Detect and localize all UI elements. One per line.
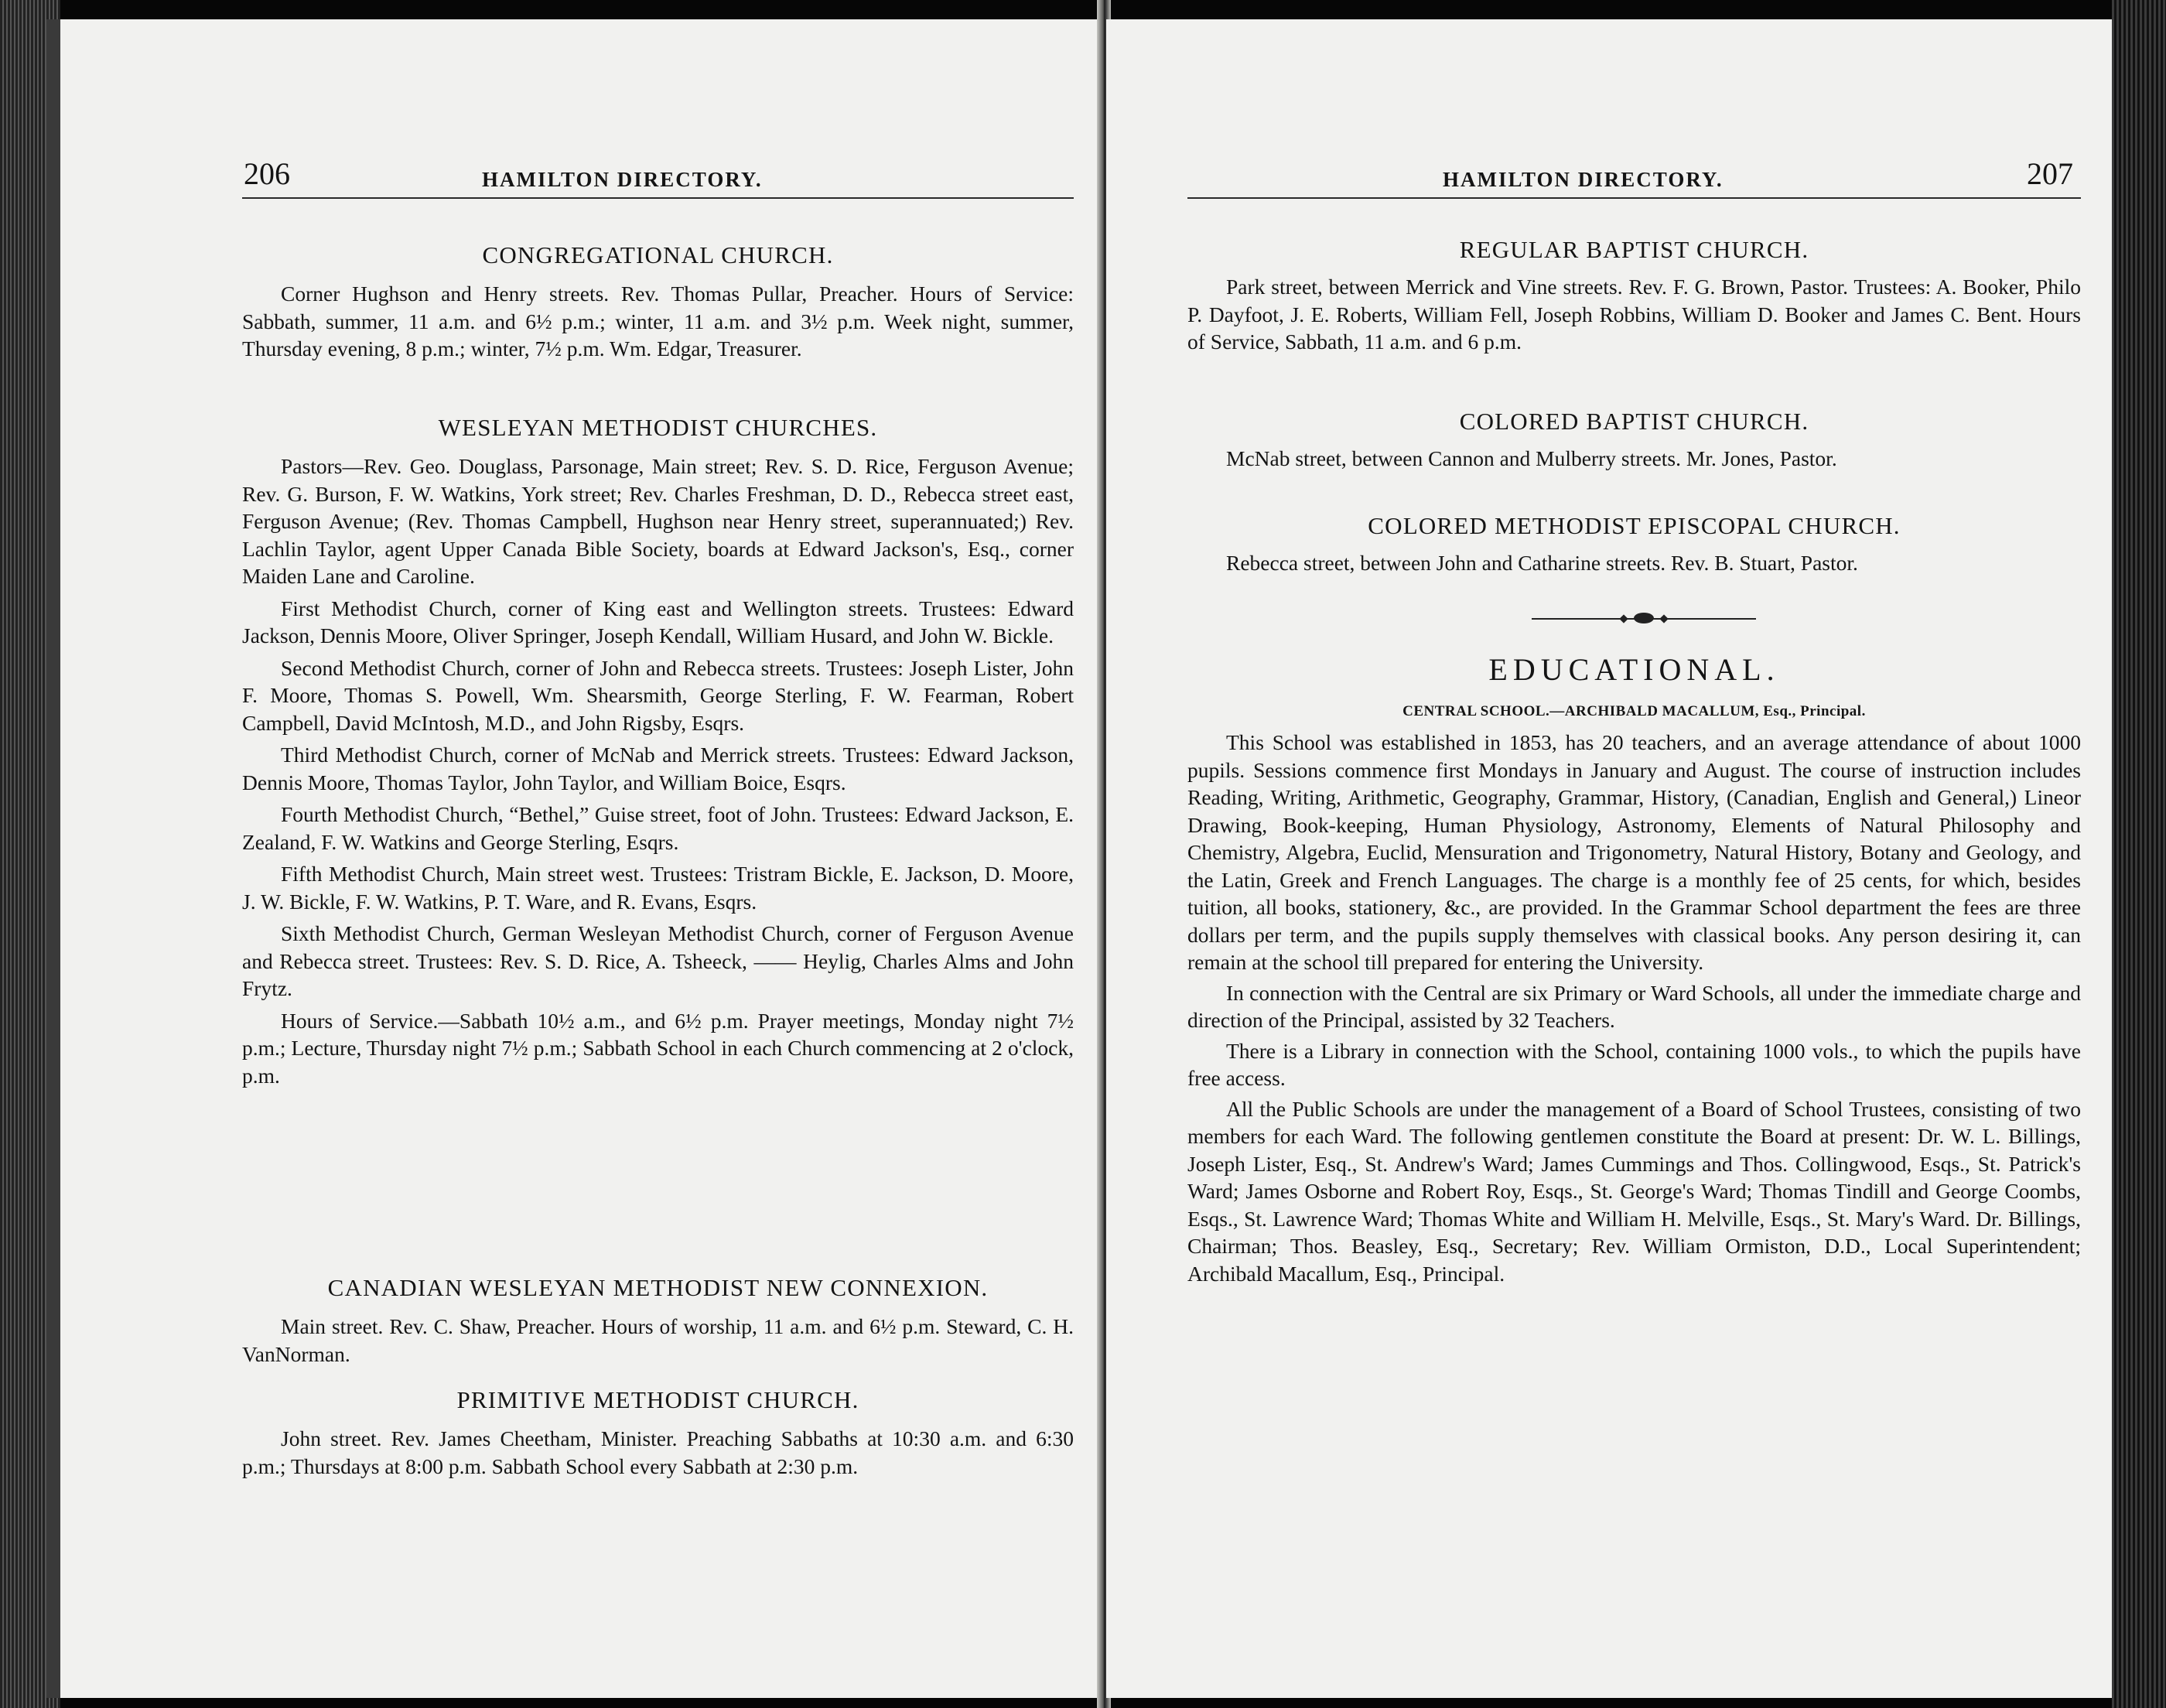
section-heading: CANADIAN WESLEYAN METHODIST NEW CONNEXION. bbox=[327, 1274, 989, 1301]
section-heading: CONGREGATIONAL CHURCH. bbox=[482, 241, 834, 268]
paragraph: Corner Hughson and Henry streets. Rev. Thomas Pullar, Preacher. Hours of Service: Sabbath, summer, 11 a.m. and 6½ p.m.; winter, 11 a.m. and 3½ p.m. Week night, summer, Thursday evening, 8 p.m.; winter, 7½ p.m. Wm. Edgar, Treasurer. bbox=[242, 282, 1074, 360]
wesleyan-section bbox=[242, 412, 1074, 1089]
section-heading: REGULAR BAPTIST CHURCH. bbox=[1459, 236, 1809, 263]
paragraph: Pastors—Rev. Geo. Douglass, Parsonage, Main street; Rev. S. D. Rice, Ferguson Avenue; Rev. G. Burson, F. W. Watkins, York street; Rev. Charles Freshman, D. D., Rebecca street east, Ferguson Avenue; (Rev. Thomas Campbell, Hughson near Henry street, superannuated;) Rev. Lachlin Taylor, agent Upper Canada Bible Society, boards at Edward Jackson's, Esq., corner Maiden Lane and Caroline. bbox=[242, 454, 1074, 588]
paragraph: John street. Rev. James Cheetham, Minister. Preaching Sabbaths at 10:30 a.m. and 6:30 p.m.; Thursdays at 8:00 p.m. Sabbath School every Sabbath at 2:30 p.m. bbox=[242, 1426, 1074, 1478]
ornamental-rule bbox=[1532, 611, 1756, 627]
paragraph: Main street. Rev. C. Shaw, Preacher. Hours of worship, 11 a.m. and 6½ p.m. Steward, C. H. VanNorman. bbox=[242, 1314, 1074, 1366]
paragraph: Sixth Methodist Church, German Wesleyan Methodist Church, corner of Ferguson Avenue and Rebecca street. Trustees: Rev. S. D. Rice, A. Tsheeck, —— Heylig, Charles Alms and John Frytz. bbox=[242, 921, 1074, 1000]
section-heading: EDUCATIONAL. bbox=[1488, 652, 1780, 687]
left-page bbox=[46, 19, 1102, 1698]
paragraph: Fourth Methodist Church, “Bethel,” Guise street, foot of John. Trustees: Edward Jackson, E. Zealand, F. W. Watkins and George Sterling, Esqrs. bbox=[242, 802, 1074, 854]
page-number: 206 bbox=[244, 156, 290, 191]
regular-baptist-section bbox=[1187, 234, 2081, 356]
paragraph: There is a Library in connection with the School, containing 1000 vols., to which the pupils have free access. bbox=[1187, 1038, 2081, 1090]
primitive-section bbox=[242, 1385, 1074, 1480]
paragraph: McNab street, between Cannon and Mulberry streets. Mr. Jones, Pastor. bbox=[1226, 446, 1837, 470]
new-connexion-section bbox=[242, 1272, 1074, 1368]
congregational-section bbox=[242, 240, 1074, 363]
educational-section bbox=[1187, 650, 2081, 1287]
right-page bbox=[1106, 19, 2112, 1698]
running-title: HAMILTON DIRECTORY. bbox=[482, 168, 763, 191]
paragraph: Hours of Service.—Sabbath 10½ a.m., and 6½ p.m. Prayer meetings, Monday night 7½ p.m.; Lecture, Thursday night 7½ p.m.; Sabbath School in each Church commencing at 2 o'clock, p.m. bbox=[242, 1008, 1074, 1088]
running-title: HAMILTON DIRECTORY. bbox=[1443, 168, 1724, 191]
colored-methodist-section bbox=[1187, 511, 2081, 577]
paragraph: This School was established in 1853, has 20 teachers, and an average attendance of about 1000 pupils. Sessions commence first Mondays in January and August. The course of instruction includes Reading, Writing, Arithmetic, Geography, Grammar, History, (Canadian, English and General,) Lineor Drawing, Book-keeping, Human Physiology, Astronomy, Elements of Natural Philosophy and Chemistry, Algebra, Euclid, Mensuration and Trigonometry, Natural History, Botany and Geology, and the Latin, Greek and French Languages. The charge is a monthly fee of 25 cents, for which, besides tuition, all books, stationery, &c., are provided. In the Grammar School department the fees are three dollars per term, and the pupils supply themselves with classical books. Any person desiring it, can remain at the school till prepared for entering the University. bbox=[1187, 730, 2081, 974]
section-heading: COLORED BAPTIST CHURCH. bbox=[1459, 408, 1809, 435]
paragraph: Rebecca street, between John and Catharine streets. Rev. B. Stuart, Pastor. bbox=[1226, 551, 1858, 575]
running-head-left bbox=[242, 151, 1074, 199]
paragraph: First Methodist Church, corner of King east and Wellington streets. Trustees: Edward Jackson, Dennis Moore, Oliver Springer, Joseph Kendall, William Husard, and John W. Bickle. bbox=[242, 596, 1074, 647]
section-heading: WESLEYAN METHODIST CHURCHES. bbox=[438, 414, 878, 441]
paragraph: All the Public Schools are under the management of a Board of School Trustees, consisting of two members for each Ward. The following gentlemen constitute the Board at present: Dr. W. L. Billings, Joseph Lister, Esq., St. Andrew's Ward; James Cummings and Thos. Collingwood, Esqs., St. Patrick's Ward; James Osborne and Robert Roy, Esqs., St. George's Ward; Thomas Tindill and George Coombs, Esqs., St. Lawrence Ward; Thomas White and William H. Melville, Esqs., St. Mary's Ward. Dr. Billings, Chairman; Thos. Beasley, Esq., Secretary; Rev. William Ormiston, D.D., Local Superintendent; Archibald Macallum, Esq., Principal. bbox=[1187, 1096, 2081, 1286]
paragraph: Second Methodist Church, corner of John and Rebecca streets. Trustees: Joseph Lister, John F. Moore, Thomas S. Powell, Wm. Shearsmith, George Sterling, F. W. Fearman, Robert Campbell, David McIntosh, M.D., and John Rigsby, Esqrs. bbox=[242, 655, 1074, 735]
section-subheading: CENTRAL SCHOOL.—ARCHIBALD MACALLUM, Esq., Principal. bbox=[1402, 703, 1866, 719]
book-edge-right bbox=[2112, 0, 2166, 1708]
paragraph: Third Methodist Church, corner of McNab and Merrick streets. Trustees: Edward Jackson, Dennis Moore, Thomas Taylor, John Taylor, and William Boice, Esqrs. bbox=[242, 743, 1074, 794]
page-number: 207 bbox=[2027, 156, 2073, 191]
paragraph: Fifth Methodist Church, Main street west. Trustees: Tristram Bickle, E. Jackson, D. Moore, J. W. Bickle, F. W. Watkins, P. T. Ware, and R. Evans, Esqrs. bbox=[242, 862, 1074, 914]
running-head-right bbox=[1187, 151, 2081, 199]
colored-baptist-section bbox=[1187, 406, 2081, 473]
paragraph: Park street, between Merrick and Vine streets. Rev. F. G. Brown, Pastor. Trustees: A. Booker, Philo P. Dayfoot, J. E. Roberts, William Fell, Joseph Robbins, William D. Booker and James C. Bent. Hours of Service, Sabbath, 11 a.m. and 6 p.m. bbox=[1187, 275, 2081, 354]
section-heading: PRIMITIVE METHODIST CHURCH. bbox=[456, 1386, 859, 1413]
section-heading: COLORED METHODIST EPISCOPAL CHURCH. bbox=[1368, 512, 1901, 539]
paragraph: In connection with the Central are six Primary or Ward Schools, all under the immediate charge and direction of the Principal, assisted by 32 Teachers. bbox=[1187, 980, 2081, 1032]
